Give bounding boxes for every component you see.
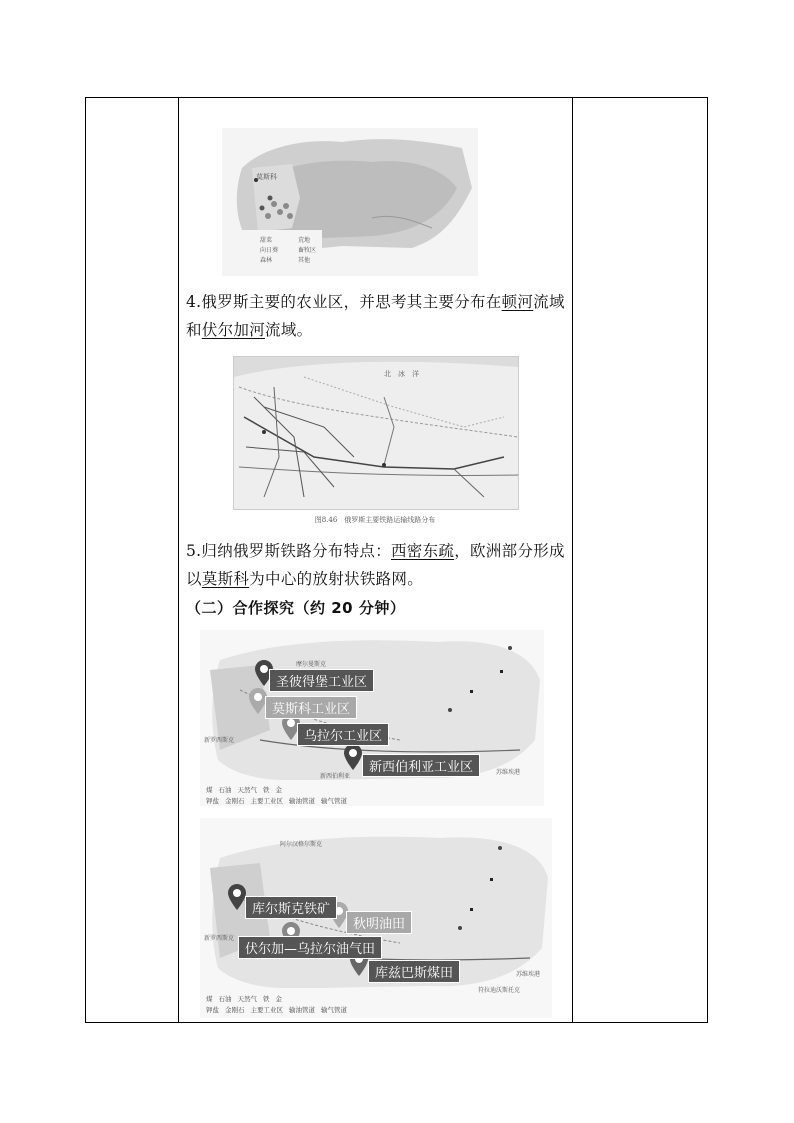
legend-oil-pipeline: 输油管道	[289, 797, 315, 805]
legend-industrial-zone: 主要工业区	[250, 1006, 283, 1014]
answer-volga-river: 伏尔加河	[201, 321, 266, 339]
item-5-prefix: 5.归纳俄罗斯铁路分布特点：	[186, 542, 391, 560]
map-pin-icon	[228, 884, 246, 910]
item-4-text	[186, 288, 570, 344]
industrial-zones-map-graphic	[200, 630, 544, 806]
label-kursk-iron-mine: 库尔斯克铁矿	[245, 896, 337, 919]
resource-legend-row	[206, 1005, 353, 1014]
place-label: 苏维埃港	[496, 769, 521, 776]
map-legend-item: 向日葵	[260, 247, 279, 254]
answer-moscow: 莫斯科	[201, 570, 250, 588]
label-kuzbass-coalfield: 库兹巴斯煤田	[368, 960, 460, 983]
legend-potash: 钾盐	[206, 1006, 219, 1014]
map-pin-icon	[344, 744, 362, 770]
label-ural-industrial: 乌拉尔工业区	[297, 723, 389, 746]
section-heading: （二）合作探究（约 20 分钟）	[186, 599, 406, 617]
label-moscow-industrial: 莫斯科工业区	[265, 696, 357, 719]
place-label: 摩尔曼斯克	[296, 661, 327, 668]
legend-industrial-zone: 主要工业区	[250, 797, 283, 805]
resource-legend-row	[206, 796, 353, 805]
answer-don-river: 顿河	[501, 293, 534, 311]
legend-coal: 煤	[206, 995, 213, 1003]
place-label: 苏维埃港	[516, 971, 541, 978]
map-legend-item: 荒地	[298, 237, 311, 244]
legend-iron: 铁	[263, 786, 270, 794]
legend-potash: 钾盐	[206, 797, 219, 805]
answer-west-dense-east-sparse: 西密东疏	[391, 542, 455, 560]
legend-diamond: 金刚石	[225, 1006, 245, 1014]
railway-map-caption: 图8.46 俄罗斯主要铁路运输线路分布	[314, 516, 436, 524]
legend-gas-pipeline: 输气管道	[321, 1006, 347, 1014]
label-novosibirsk-industrial: 新西伯利亚工业区	[362, 754, 480, 777]
label-st-petersburg-industrial: 圣彼得堡工业区	[269, 669, 374, 692]
legend-diamond: 金刚石	[225, 797, 245, 805]
legend-coal: 煤	[206, 786, 213, 794]
resource-legend-row	[206, 785, 288, 794]
place-label: 阿尔汉格尔斯克	[280, 841, 323, 848]
legend-oil: 石油	[218, 995, 232, 1003]
legend-oil-pipeline: 输油管道	[289, 1006, 315, 1014]
railway-map	[233, 356, 519, 510]
place-label: 符拉迪沃斯托克	[478, 987, 521, 994]
label-tyumen-oilfield: 秋明油田	[346, 911, 412, 934]
legend-oil: 石油	[218, 786, 232, 794]
legend-gold: 金	[275, 786, 282, 794]
legend-iron: 铁	[263, 995, 270, 1003]
agriculture-map	[222, 128, 478, 276]
map-legend-item: 甜菜	[260, 237, 273, 244]
map-legend-item: 其他	[298, 257, 311, 264]
place-label: 新罗西斯克	[204, 935, 235, 942]
legend-gas: 天然气	[237, 995, 257, 1003]
item-5-mid: ，欧洲部分形成以	[186, 542, 565, 588]
item-4-suffix: 流域。	[265, 321, 313, 339]
industrial-zones-map	[200, 630, 544, 806]
legend-gold: 金	[275, 995, 282, 1003]
ocean-label: 北 冰 洋	[384, 370, 419, 378]
item-4-mid: 流域和	[186, 293, 565, 339]
map-legend-item: 畜牧区	[298, 247, 317, 254]
resource-legend-row	[206, 994, 288, 1003]
item-5-suffix: 为中心的放射状铁路网。	[249, 570, 424, 588]
legend-gas: 天然气	[237, 786, 257, 794]
item-4-prefix: 4.俄罗斯主要的农业区，并思考其主要分布在	[186, 293, 502, 311]
place-label: 新西伯利亚	[320, 773, 351, 780]
column-divider-left	[178, 98, 179, 1022]
label-volga-ural-oil-gas-field: 伏尔加—乌拉尔油气田	[238, 936, 382, 959]
place-label: 新罗西斯克	[204, 737, 235, 744]
map-city-label: 莫斯科	[256, 173, 277, 181]
map-legend-item: 森林	[260, 257, 273, 264]
item-5-text	[186, 537, 570, 593]
railway-map-graphic	[234, 357, 518, 509]
column-divider-right	[572, 98, 573, 1022]
legend-gas-pipeline: 输气管道	[321, 797, 347, 805]
